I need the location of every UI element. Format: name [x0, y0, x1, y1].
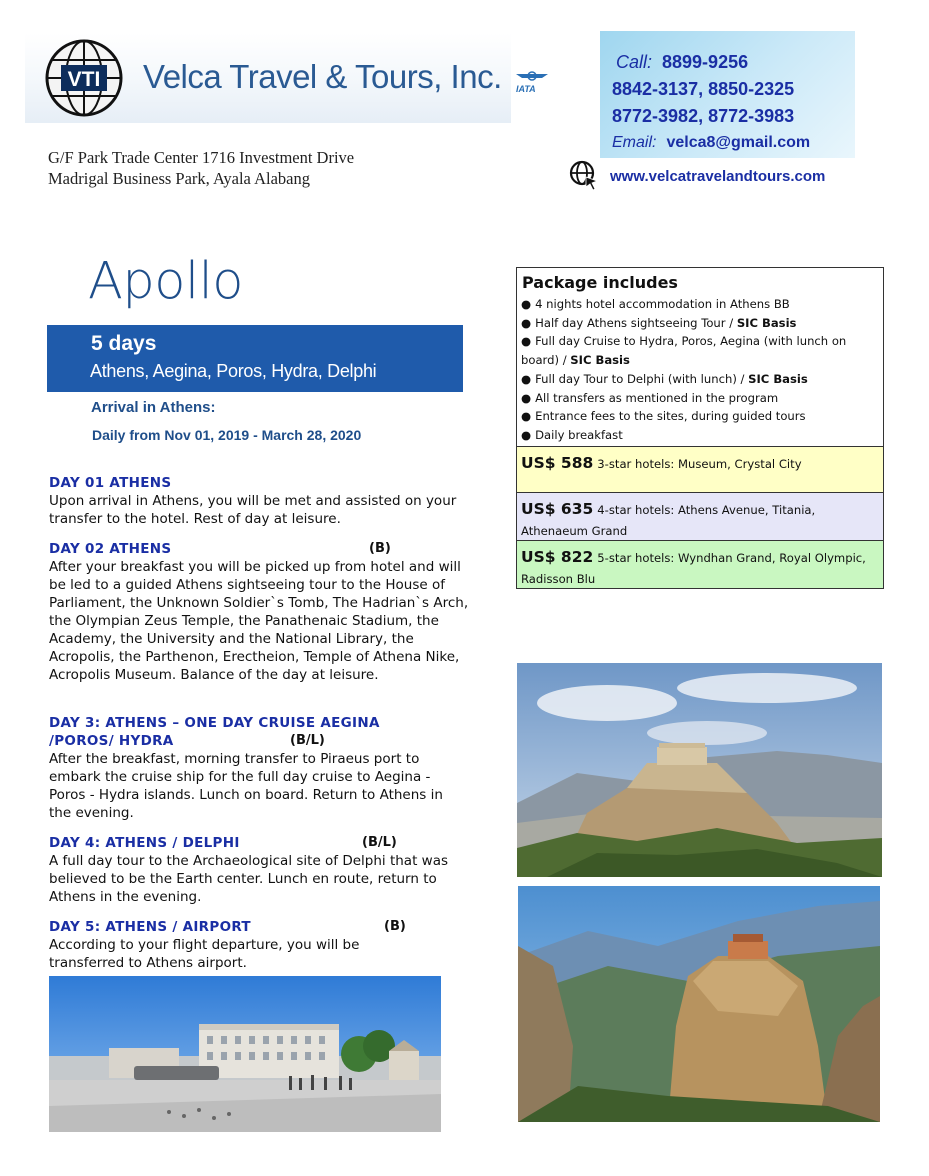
day-description: According to your flight departure, you will be transferred to Athens airport. — [49, 937, 360, 971]
price-amount: US$ 588 — [521, 454, 594, 472]
email-address[interactable]: velca8@gmail.com — [666, 134, 811, 151]
price-row-3-star — [517, 446, 883, 492]
bullet-icon: ● — [521, 390, 532, 405]
web-globe-icon — [568, 160, 600, 192]
item-text: 4 nights hotel accommodation in Athens BB — [535, 297, 790, 311]
tour-duration: 5 days — [91, 332, 157, 355]
acropolis-photo — [517, 663, 882, 877]
package-item — [521, 332, 879, 369]
syntagma-square-photo — [49, 976, 441, 1132]
bullet-icon: ● — [521, 371, 532, 386]
bullet-icon: ● — [521, 334, 532, 349]
item-text: Half day Athens sightseeing Tour / — [535, 315, 737, 330]
meal-code: (B) — [369, 541, 391, 556]
bullet-icon: ● — [521, 315, 532, 330]
meal-code: (B/L) — [362, 835, 397, 850]
item-basis: SIC Basis — [736, 315, 797, 330]
price-row-4-star — [517, 492, 883, 540]
package-item — [521, 314, 879, 333]
item-text: Daily breakfast — [535, 427, 623, 442]
globe-logo-icon — [44, 38, 124, 118]
itinerary-day-4 — [49, 834, 469, 906]
tour-title: Apollo — [88, 252, 244, 311]
item-basis: SIC Basis — [570, 353, 630, 368]
bullet-icon: ● — [521, 297, 532, 311]
company-name: Velca Travel & Tours, Inc. — [143, 58, 502, 95]
price-row-5-star — [517, 540, 883, 588]
item-basis: SIC Basis — [748, 371, 808, 386]
arrival-label: Arrival in Athens: — [91, 399, 216, 416]
bullet-icon: ● — [521, 409, 532, 424]
package-item — [521, 295, 879, 314]
itinerary-day-1 — [49, 474, 469, 528]
day-title: DAY 01 ATHENS — [49, 475, 172, 491]
day-title: DAY 5: ATHENS / AIRPORT — [49, 919, 251, 935]
website-link[interactable]: www.velcatravelandtours.com — [610, 168, 826, 185]
logo-letters: VTI — [67, 68, 101, 91]
email-line — [612, 134, 810, 152]
day-title-line-2: /POROS/ HYDRA — [49, 733, 174, 749]
contact-panel — [600, 31, 855, 158]
itinerary-day-2 — [49, 540, 469, 684]
phone-2: 8842-3137, 8850-2325 — [612, 79, 795, 99]
itinerary-day-3 — [49, 714, 469, 822]
iata-label: IATA — [516, 84, 536, 94]
address-line-2: Madrigal Business Park, Ayala Alabang — [48, 169, 310, 188]
meteora-photo — [518, 886, 880, 1122]
price-description: 5-star hotels: Wyndhan Grand, Royal Olympic, Radisson Blu — [521, 551, 866, 586]
package-item — [521, 389, 879, 408]
bullet-icon: ● — [521, 427, 532, 442]
call-label: Call: — [616, 52, 653, 72]
item-text: Full day Cruise to Hydra, Poros, Aegina (with lunch on board) / — [521, 334, 847, 368]
day-title-line-1: DAY 3: ATHENS – ONE DAY CRUISE AEGINA — [49, 715, 380, 731]
phone-3: 8772-3982, 8772-3983 — [612, 106, 795, 126]
email-label: Email: — [612, 134, 657, 151]
day-description: After the breakfast, morning transfer to Piraeus port to embark the cruise ship for the full day cruise to Aegina - Poros - Hydra islands. Lunch on board. Return to Athens in the evening. — [49, 751, 443, 821]
package-title: Package includes — [522, 273, 678, 292]
phone-1: 8899-9256 — [662, 52, 749, 72]
price-description: 4-star hotels: Athens Avenue, Titania, Athenaeum Grand — [521, 503, 816, 538]
meal-code: (B/L) — [290, 733, 325, 748]
tour-cities: Athens, Aegina, Poros, Hydra, Delphi — [90, 361, 377, 381]
itinerary-day-5 — [49, 918, 409, 972]
day-description: After your breakfast you will be picked up from hotel and will be led to a guided Athens sightseeing tour to the House of Parliament, the Unknown Soldier`s Tomb, The Hadrian`s Arch, the Olympian Zeus Temple, the Panathenaic Stadium, the Academy, the University and the National Library, the Acropolis, the Parthenon, Erectheion, Temple of Athena Nike, Acropolis Museum. Balance of the day at leisure. — [49, 559, 469, 683]
day-description: A full day tour to the Archaeological site of Delphi that was believed to be the Earth center. Lunch en route, return to Athens in the evening. — [49, 853, 449, 905]
item-text: Full day Tour to Delphi (with lunch) / — [535, 371, 749, 386]
price-amount: US$ 635 — [521, 500, 594, 518]
package-item — [521, 370, 879, 389]
day-title: DAY 4: ATHENS / DELPHI — [49, 835, 240, 851]
package-item — [521, 426, 879, 445]
item-text: Entrance fees to the sites, during guided tours — [535, 409, 806, 424]
meal-code: (B) — [384, 919, 406, 934]
price-description: 3-star hotels: Museum, Crystal City — [597, 457, 802, 471]
package-box — [516, 267, 884, 589]
price-amount: US$ 822 — [521, 548, 594, 566]
item-text: All transfers as mentioned in the program — [535, 390, 779, 405]
package-item — [521, 407, 879, 426]
phone-line-1 — [616, 52, 748, 73]
day-description: Upon arrival in Athens, you will be met and assisted on your transfer to the hotel. Rest of day at leisure. — [49, 493, 457, 527]
package-list — [521, 295, 879, 445]
tour-dates: Daily from Nov 01, 2019 - March 28, 2020 — [92, 427, 362, 443]
day-title: DAY 02 ATHENS — [49, 541, 172, 557]
address-line-1: G/F Park Trade Center 1716 Investment Drive — [48, 148, 355, 167]
